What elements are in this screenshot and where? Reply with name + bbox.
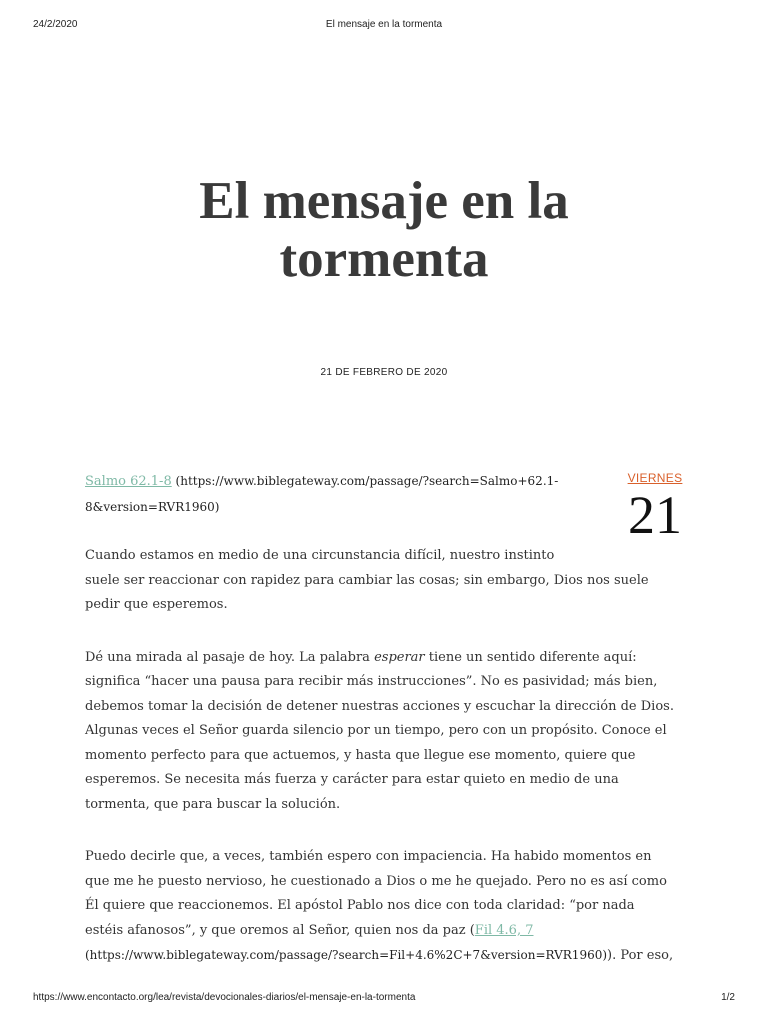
article-title — [0, 172, 768, 288]
day-number: 21 — [628, 485, 682, 545]
scripture-url-line-2: 8&version=RVR1960) — [85, 499, 220, 514]
paragraph-1 — [85, 544, 675, 618]
title-line-2: tormenta — [279, 230, 489, 288]
article-date: 21 DE FEBRERO DE 2020 — [320, 367, 448, 378]
article-body — [85, 469, 675, 997]
phil-url: (https://www.biblegateway.com/passage/?search=Fil+4.6%2C+7&version=RVR1960) — [85, 948, 608, 962]
scripture-reference — [85, 469, 675, 520]
print-footer — [33, 992, 735, 1006]
phil-link[interactable]: Fil 4.6, 7 — [474, 922, 534, 938]
paragraph-3: Puedo decirle que, a veces, también espero con impaciencia. Ha habido momentos en que me he puesto nervioso, he cuestionado a Dios o me he quejado. Pero no es así como Él quiere que reaccionemos. El apóstol Pablo nos dice con toda claridad: “por nada estéis afanosos”, y que oremos al Señor, quien nos da paz (Fil 4.6, 7 (https://www.biblegateway.com/passage/?search=Fil+4.6%2C+7&version=RVR1960)). Por eso, — [85, 849, 674, 963]
paragraph-3-text: Puedo decirle que, a veces, también espero con impaciencia. Ha habido momentos en que me he puesto nervioso, he cuestionado a Dios o me he quejado. Pero no es así como Él quiere que reaccionemos. El apóstol Pablo nos dice con toda claridad: “por nada estéis afanosos”, y que oremos al Señor, quien nos da paz ( — [85, 849, 667, 938]
title-line-1: El mensaje en la — [199, 172, 569, 230]
weekday-link[interactable]: VIERNES — [627, 471, 683, 485]
print-header — [33, 19, 735, 33]
scripture-link[interactable]: Salmo 62.1-8 — [85, 474, 172, 489]
print-url: https://www.encontacto.org/lea/revista/devocionales-diarios/el-mensaje-en-la-tormenta — [33, 992, 416, 1003]
paragraph-2-end: tiene un sentido diferente aquí: significa “hacer una pausa para recibir más instrucciones”. No es pasividad; más bien, debemos tomar la decisión de detener nuestras acciones y escuchar la dirección de Dios. Algunas veces el Señor guarda silencio por un tiempo, pero con un propósito. Conoce el momento perfecto para que actuemos, y hasta que llegue ese momento, quiere que esperemos. Se necesita más fuerza y carácter para estar quieto en medio de una tormenta, que para buscar la solución. — [85, 649, 674, 812]
paragraph-1-rest: suele ser reaccionar con rapidez para cambiar las cosas; sin embargo, Dios nos suele pedir que esperemos. — [85, 572, 649, 612]
scripture-url-line-1: (https://www.biblegateway.com/passage/?search=Salmo+62.1- — [171, 474, 559, 488]
paragraph-2-start: Dé una mirada al pasaje de hoy. La palabra — [85, 649, 375, 665]
print-date: 24/2/2020 — [33, 19, 78, 30]
emphasis-word: esperar — [374, 649, 425, 665]
paragraph-1-line-1: Cuando estamos en medio de una circunstancia difícil, nuestro instinto — [85, 548, 555, 563]
print-page-title: El mensaje en la tormenta — [325, 19, 443, 30]
paragraph-2 — [85, 646, 675, 818]
print-page-number: 1/2 — [721, 992, 735, 1003]
paragraph-3-tail: . Por eso, — [612, 948, 674, 963]
